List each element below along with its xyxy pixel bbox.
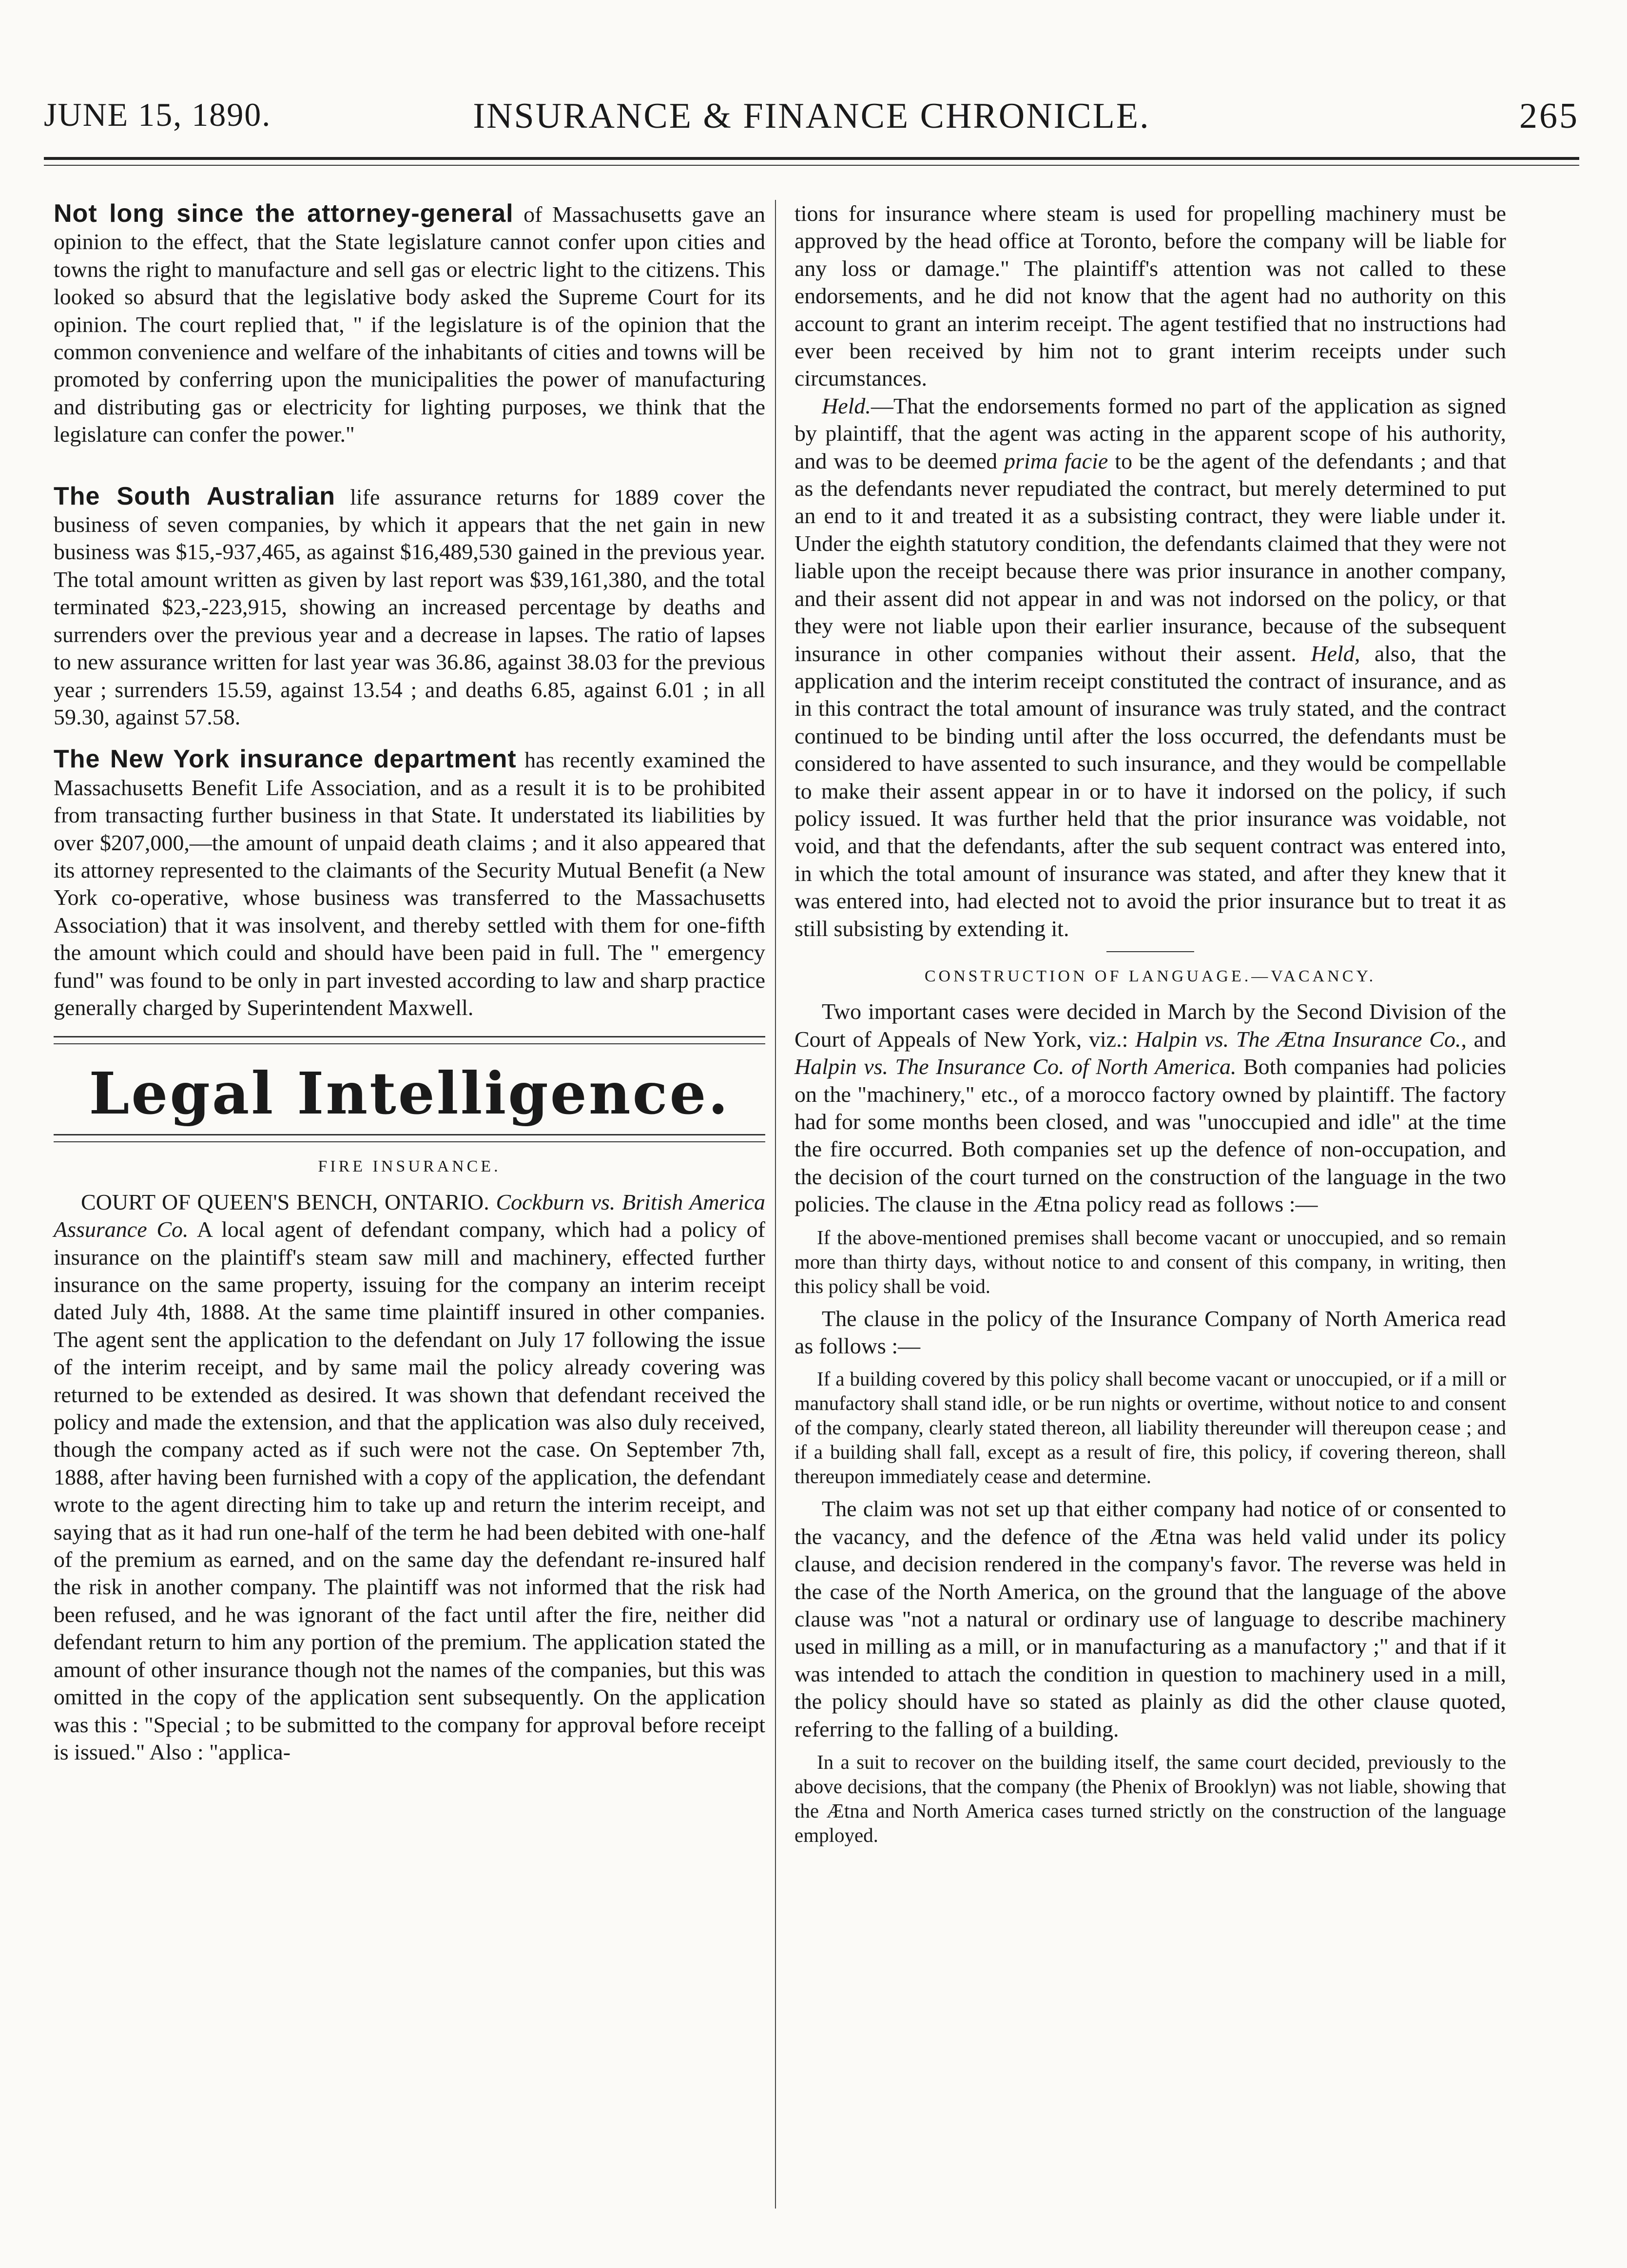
latin-phrase: prima facie xyxy=(1004,448,1108,473)
publication-title: INSURANCE & FINANCE CHRONICLE. xyxy=(473,96,1150,136)
article-held xyxy=(794,392,1506,942)
right-column xyxy=(794,200,1506,1854)
court-name: COURT OF QUEEN'S BENCH, ONTARIO. xyxy=(81,1189,496,1214)
case-name: Halpin vs. The Ætna Insurance Co. xyxy=(1135,1026,1461,1052)
spacer xyxy=(54,449,765,483)
short-rule xyxy=(1106,951,1194,952)
lead-phrase: The South Australian xyxy=(54,482,336,510)
article-text: A local agent of defendant company, which had a policy of insurance on the plaintiff's steam saw mill and machinery, effected further insurance on the same property, issuing for the company an interim receipt dated July 4th, 1888. At the same time plaintiff insured in other companies. The agent sent the application to the defendant on July 17 following the issue of the interim receipt, and by same mail the policy already covering was returned to be extended as desired. It was shown that defendant received the policy and made the extension, and that the application was also duly received, though the company acted as if such were not the case. On September 7th, 1888, after having been furnished with a copy of the application, the defendant wrote to the agent directing him to take up and return the interim receipt, and saying that as it had run one-half of the term he had been debited with one-half of the premium as earned, and on the same day the defendant re-insured half the risk in another company. The plaintiff was not informed that the risk had been refused, and he was ignorant of the fact until after the fire, neither did defendant return to him any portion of the premium. The application stated the amount of other insurance though not the names of the companies, but this was omitted in the copy of the application sent subsequently. On the application was this : "Special ; to be submitted to the company for approval before receipt is issued." Also : "applica- xyxy=(54,1217,765,1764)
policy-clause-north-america: If a building covered by this policy shall become vacant or unoccupied, or if a mill or manufactory shall stand idle, or be run nights or overtime, without notice to and consent of the company, clearly stated thereon, all liability thereunder will thereupon cease ; and if a building shall fall, except as a result of fire, this policy, if covering thereon, shall thereupon immediately cease and determine. xyxy=(794,1368,1506,1488)
header-rule xyxy=(44,157,1579,160)
case-name: Cockburn vs. British America Assurance Co. xyxy=(54,1189,765,1242)
page-number: 265 xyxy=(1519,96,1579,136)
article-text: Two important cases were decided in March by the Second Division of the Court of Appeals of New York, viz.: xyxy=(794,999,1506,1052)
article-text: of Massachusetts gave an opinion to the effect, that the State legislature cannot confer upon cities and towns the right to manufacture and sell gas or electric light to the citizens. This looked so absurd that the legislative body asked the Supreme Court for its opinion. The court replied that, " if the legislature is of the opinion that the common convenience and welfare of the inhabitants of cities and towns will be promoted by conferring upon the municipalities the power of manufacturing and distributing gas or electricity for lighting purposes, we think that the legislature can confer the power." xyxy=(54,202,765,447)
spacer xyxy=(54,731,765,745)
article-text: also, that the application and the interim receipt constituted the contract of insurance, and as in this contract the total amount of insurance was truly stated, and the contract continued to be binding until after the loss occurred, the defendants must be considered to have assented to such insurance, and they would be compellable to make their assent appear in or to have it indorsed on the policy, if such policy issued. It was further held that the prior insurance was voidable, not void, and that the defendants, after the sub sequent contract was entered into, in which the total amount of insurance was stated, and after they knew that it was entered into, had elected not to avoid the prior insurance but to treat it as still subsisting by extending it. xyxy=(794,641,1506,941)
article-construction xyxy=(794,998,1506,1218)
left-column xyxy=(54,200,765,1766)
section-rule xyxy=(54,1134,765,1142)
page-header xyxy=(44,96,1579,149)
article-south-australian xyxy=(54,483,765,731)
article-text: life assurance returns for 1889 cover the business of seven companies, by which it appears that the net gain in new business was $15,-937,465, as against $16,489,530 gained in the previous year. The total amount written as given by last report was $39,161,380, and the total terminated $23,-223,915, showing an increased percentage by deaths and surrenders over the previous year and a decrease in lapses. The ratio of lapses to new assurance written for last year was 36.86, against 38.03 for the previous year ; surrenders 15.59, against 13.54 ; and deaths 6.85, against 6.01 ; in all 59.30, against 57.58. xyxy=(54,484,765,729)
article-attorney-general xyxy=(54,200,765,449)
issue-date: JUNE 15, 1890. xyxy=(44,96,271,133)
header-rule-thin xyxy=(44,165,1579,166)
article-text-north-america: The clause in the policy of the Insurance Company of North America read as follows :— xyxy=(794,1306,1506,1359)
section-title-legal-intelligence: Legal Intelligence. xyxy=(89,1059,730,1128)
column-divider xyxy=(775,200,776,2209)
held-label: Held. xyxy=(822,393,871,418)
article-text: —That the endorsements formed no part of the application as signed by plaintiff, that the agent was acting in the apparent scope of his authority, and was to be deemed xyxy=(794,393,1506,473)
lead-phrase: Not long since the attorney-general xyxy=(54,199,514,228)
article-text: to be the agent of the defendants ; and that as the defendants never repudiated the contract, but merely determined to put an end to it and treated it as a subsisting contract, they were liable under it. Under the eighth statutory condition, the defendants claimed that they were not liable upon the receipt because there was prior insurance in another company, and their assent did not appear in and was not indorsed on the policy, or that they were not liable upon their earlier insurance, because of the subsequent insurance in other companies without their assent. xyxy=(794,448,1507,666)
article-text: has recently examined the Massachusetts Benefit Life Association, and as a result it is to be prohibited from transacting further business in that State. It understated its liabilities by over $207,000,—the amount of unpaid death claims ; and it also appeared that its attorney represented to the claimants of the Security Mutual Benefit (a New York co-operative, whose business was transferred to the Massachusetts Association) that it was insolvent, and thereby settled with them for one-fifth the amount which could and should have been paid in full. The " emergency fund" was found to be only in part invested according to law and sharp practice generally charged by Superintendent Maxwell. xyxy=(54,747,765,1020)
article-new-york-department xyxy=(54,745,765,1021)
held-label: Held, xyxy=(1311,641,1360,666)
article-fire-insurance xyxy=(54,1189,765,1766)
subheading-fire-insurance: FIRE INSURANCE. xyxy=(318,1157,501,1176)
policy-clause-aetna: If the above-mentioned premises shall become vacant or unoccupied, and so remain more than thirty days, without notice to and consent of this company, in writing, then this policy shall be void. xyxy=(794,1226,1506,1297)
article-continuation: tions for insurance where steam is used for propelling machinery must be approved by the head office at Toronto, before the company will be liable for any loss or damage." The plaintiff's attention was not called to these endorsements, and he did not know that the agent had no authority on this account to grant an interim receipt. The agent testified that no instructions had ever been received by him not to grant interim receipts under such circumstances. xyxy=(794,201,1506,391)
subheading-construction: CONSTRUCTION OF LANGUAGE.—VACANCY. xyxy=(924,967,1376,985)
article-text: , and xyxy=(1461,1026,1506,1052)
article-text: Both companies had policies on the "machinery," etc., of a morocco factory owned by plaintiff. The factory had for some months been closed, and was "unoccupied and idle" at the time the fire occurred. Both companies set up the defence of non-occupation, and the decision of the court turned on the construction of the language in the two policies. The clause in the Ætna policy read as follows :— xyxy=(794,1054,1506,1217)
article-phenix-case: In a suit to recover on the building itself, the same court decided, previously to the above decisions, that the company (the Phenix of Brooklyn) was not liable, showing that the Ætna and North America cases turned strictly on the construction of the language employed. xyxy=(794,1751,1506,1847)
case-name: Halpin vs. The Insurance Co. of North America. xyxy=(794,1054,1237,1079)
lead-phrase: The New York insurance department xyxy=(54,745,517,774)
article-decision: The claim was not set up that either company had notice of or consented to the vacancy, and the defence of the Ætna was held valid under its policy clause, and decision rendered in the company's favor. The reverse was held in the case of the North America, on the ground that the language of the above clause was "not a natural or ordinary use of language to describe machinery used in milling as a mill, or in manufacturing as a manufactory ;" and that if it was intended to attach the condition in question to machinery used in a mill, the policy should have so stated as plainly as did the other clause quoted, referring to the falling of a building. xyxy=(794,1496,1506,1741)
section-rule xyxy=(54,1036,765,1044)
